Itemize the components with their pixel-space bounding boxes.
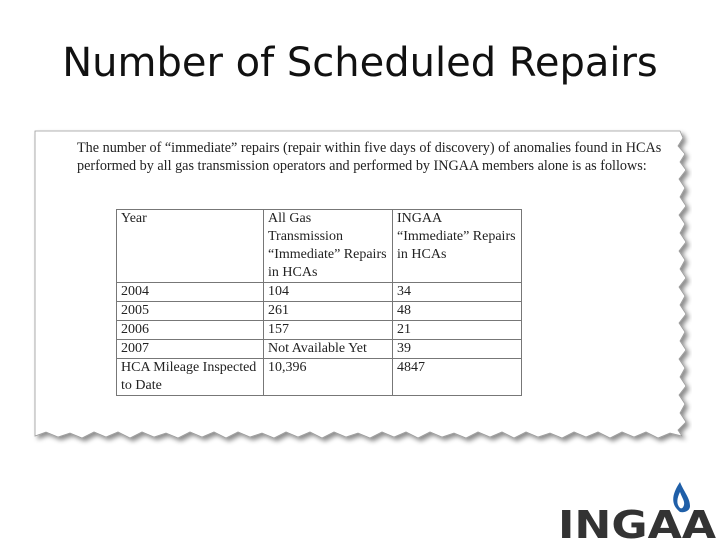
table-row — [117, 321, 522, 340]
logo-text: INGAA — [558, 503, 717, 540]
header-ingaa: INGAA “Immediate” Repairs in HCAs — [393, 210, 522, 283]
table-row — [117, 359, 522, 396]
table-cell: 21 — [393, 321, 522, 340]
slide-title: Number of Scheduled Repairs — [62, 40, 658, 86]
table-row — [117, 302, 522, 321]
table-cell: HCA Mileage Inspected to Date — [117, 359, 264, 396]
table-cell: 261 — [264, 302, 393, 321]
table-cell: 2005 — [117, 302, 264, 321]
table-cell: 2007 — [117, 340, 264, 359]
table-cell: 104 — [264, 283, 393, 302]
table-cell: 48 — [393, 302, 522, 321]
table-cell: 157 — [264, 321, 393, 340]
table-cell: 39 — [393, 340, 522, 359]
table-cell: 2004 — [117, 283, 264, 302]
table-row — [117, 283, 522, 302]
header-year: Year — [117, 210, 264, 283]
clipping-content — [30, 128, 680, 436]
table-cell: Not Available Yet — [264, 340, 393, 359]
ingaa-logo — [556, 482, 720, 540]
header-all-gas: All Gas Transmission “Immediate” Repairs in HCAs — [264, 210, 393, 283]
table-cell: 4847 — [393, 359, 522, 396]
table-cell: 10,396 — [264, 359, 393, 396]
document-clipping — [30, 128, 692, 446]
table-cell: 2006 — [117, 321, 264, 340]
repairs-table — [116, 209, 522, 396]
table-header-row — [117, 210, 522, 283]
table-row — [117, 340, 522, 359]
table-cell: 34 — [393, 283, 522, 302]
intro-paragraph: The number of “immediate” repairs (repair within five days of discovery) of anomalies found in HCAs performed by all gas transmission operators and performed by INGAA members alone is as follows: — [77, 140, 662, 174]
